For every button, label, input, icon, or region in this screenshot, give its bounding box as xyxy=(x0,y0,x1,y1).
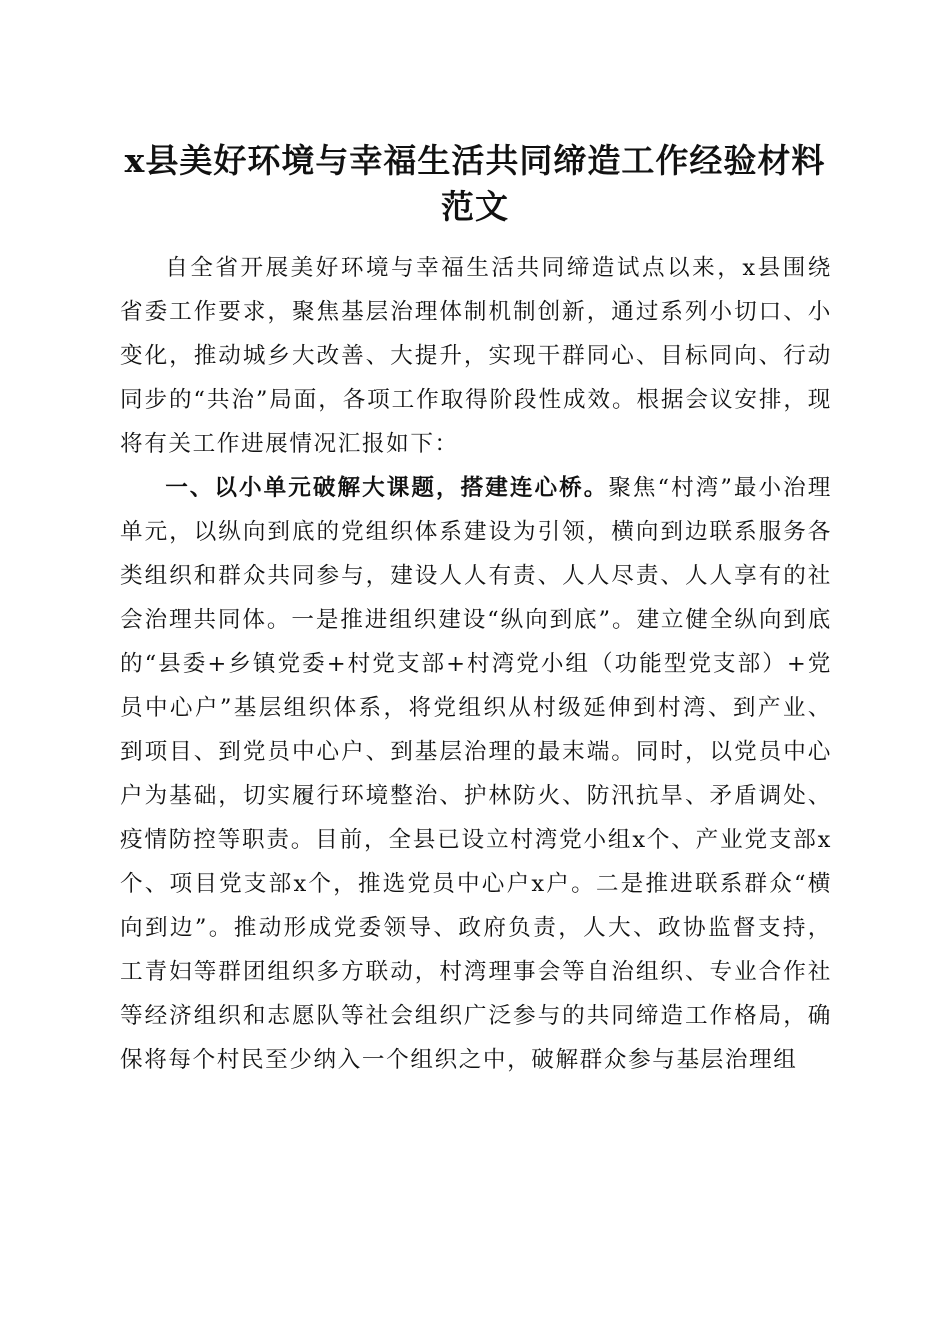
section-one-heading: 一、以小单元破解大课题，搭建连心桥。 xyxy=(165,475,609,501)
intro-paragraph: 自全省开展美好环境与幸福生活共同缔造试点以来，x县围绕省委工作要求，聚焦基层治理体制机制创新，通过系列小切口、小变化，推动城乡大改善、大提升，实现干群同心、目标同向、行动同步的“共治”局面，各项工作取得阶段性成效。根据会议安排，现将有关工作进展情况汇报如下： xyxy=(120,255,832,457)
section-one-text: 聚焦“村湾”最小治理单元，以纵向到底的党组织体系建设为引领，横向到边联系服务各类组织和群众共同参与，建设人人有责、人人尽责、人人享有的社会治理共同体。一是推进组织建设“纵向到底”。建立健全纵向到底的“县委+乡镇党委+村党支部+村湾党小组（功能型党支部）+党员中心户”基层组织体系，将党组织从村级延伸到村湾、到产业、到项目、到党员中心户、到基层治理的最末端。同时，以党员中心户为基础，切实履行环境整治、护林防火、防汛抗旱、矛盾调处、疫情防控等职责。目前，全县已设立村湾党小组x个、产业党支部x个、项目党支部x个，推选党员中心户x户。二是推进联系群众“横向到边”。推动形成党委领导、政府负责，人大、政协监督支持，工青妇等群团组织多方联动，村湾理事会等自治组织、专业合作社等经济组织和志愿队等社会组织广泛参与的共同缔造工作格局，确保将每个村民至少纳入一个组织之中，破解群众参与基层治理组 xyxy=(120,475,832,1073)
section-one-paragraph xyxy=(120,466,832,1082)
document-body xyxy=(120,246,832,1082)
document-title: x县美好环境与幸福生活共同缔造工作经验材料范文 xyxy=(124,141,826,226)
